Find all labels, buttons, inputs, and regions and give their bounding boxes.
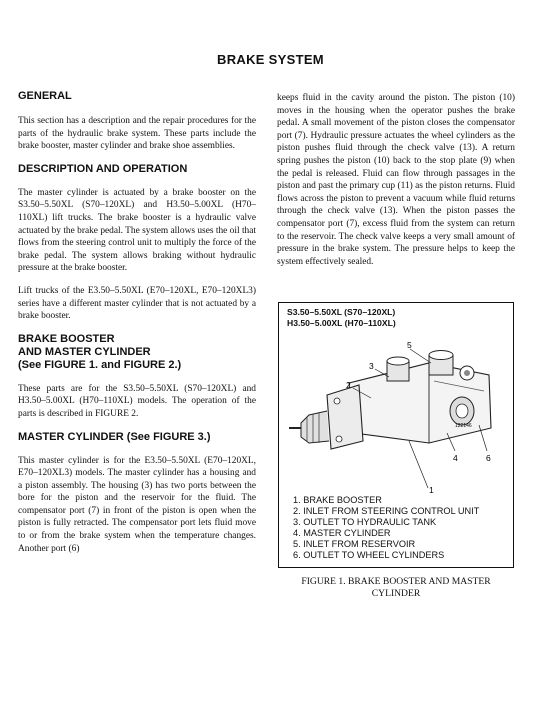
- general-heading: GENERAL: [18, 90, 72, 102]
- callout-6: 6: [486, 453, 491, 463]
- callout-4: 4: [453, 453, 458, 463]
- operation-text: keeps fluid in the cavity around the piston. The piston (10) moves in the housing when the operator pushes the brake pedal. A small movement of the piston closes the compensator port (7). Hydraulic pressure actuates the wheel cylinders as the piston pushes fluid through the check valve (13). A return spring pushes the piston (10) back to the stop plate (9) when the pedal is released. Fluid can flow through passages in the piston and past the primary cup (11) as the piston returns. Fluid flows across the piston to prevent a vacuum while fluid returns through the check valve (13). When the piston passes the compensator port (7), excess fluid from the system can return to the reservoir. The check valve keeps a very small amount of pressure in the brake system. The pressure helps to keep the system effectively sealed.: [277, 93, 515, 267]
- booster-heading-3: (See FIGURE 1. and FIGURE 2.): [18, 358, 182, 371]
- description-paragraph-2: Lift trucks of the E3.50–5.50XL (E70–120XL, E70–120XL3) series have a different master cylinder that is not actuated by a brake booster.: [18, 285, 256, 322]
- booster-heading-2: AND MASTER CYLINDER: [18, 345, 151, 358]
- description-heading: DESCRIPTION AND OPERATION: [18, 162, 188, 175]
- figure-1: [278, 302, 514, 568]
- models-line-1: S3.50–5.50XL (S70–120XL): [287, 307, 396, 317]
- brake-booster-drawing: [279, 333, 513, 493]
- callout-5: 5: [407, 340, 412, 350]
- callout-3: 3: [369, 361, 374, 371]
- caption-line-2: CYLINDER: [371, 588, 421, 599]
- description-paragraph-1: The master cylinder is actuated by a brake booster on the S3.50–5.50XL (S70–120XL) and H3.50–5.00XL (H70–110XL) lift trucks. The brake booster is a hydraulic valve actuated by the brake pedal. The system allows uses the oil that flows from the steering control unit to multiply the force of the brake pedal. The system allows braking without hydraulic pressure at the brake booster.: [18, 187, 256, 274]
- callout-1: 1: [429, 485, 434, 493]
- booster-text: These parts are for the S3.50–5.50XL (S70–120XL) and H3.50–5.00XL (H70–110XL) models. The operation of the parts is described in FIGURE 2.: [18, 383, 256, 419]
- parts-list-item: 2. INLET FROM STEERING CONTROL UNIT: [293, 506, 480, 516]
- parts-list-item: 5. INLET FROM RESERVOIR: [293, 539, 416, 549]
- left-column: [18, 90, 256, 565]
- master-text: This master cylinder is for the E3.50–5.50XL (E70–120XL, E70–120XL3) models. The master cylinder has a housing and a piston assembly. The housing (3) has two ports between the bore for the piston and the reservoir for the fluid. The compensator port (7) in front of the piston is open when the piston is fully retracted. The compensator port lets fluid move to or from the brake system when the temperature changes. Another port (6): [18, 455, 256, 554]
- drawing-id: 122146: [455, 423, 472, 429]
- callout-2: 2: [346, 380, 351, 390]
- parts-list: [293, 495, 479, 561]
- figure-caption: [278, 576, 514, 600]
- booster-heading-1: BRAKE BOOSTER: [18, 332, 115, 345]
- master-heading: MASTER CYLINDER (See FIGURE 3.): [18, 430, 211, 443]
- parts-list-item: 1. BRAKE BOOSTER: [293, 495, 382, 505]
- figure-models: [287, 307, 396, 329]
- caption-line-1: FIGURE 1. BRAKE BOOSTER AND MASTER: [301, 576, 491, 587]
- page-title: BRAKE SYSTEM: [217, 52, 324, 67]
- right-column: [277, 92, 515, 268]
- models-line-2: H3.50–5.00XL (H70–110XL): [287, 318, 396, 328]
- parts-list-item: 4. MASTER CYLINDER: [293, 528, 391, 538]
- parts-list-item: 3. OUTLET TO HYDRAULIC TANK: [293, 517, 437, 527]
- parts-list-item: 6. OUTLET TO WHEEL CYLINDERS: [293, 550, 445, 560]
- general-text: This section has a description and the repair procedures for the parts of the hydraulic brake system. These parts include the brake booster, master cylinder and brake shoe assemblies.: [18, 116, 256, 152]
